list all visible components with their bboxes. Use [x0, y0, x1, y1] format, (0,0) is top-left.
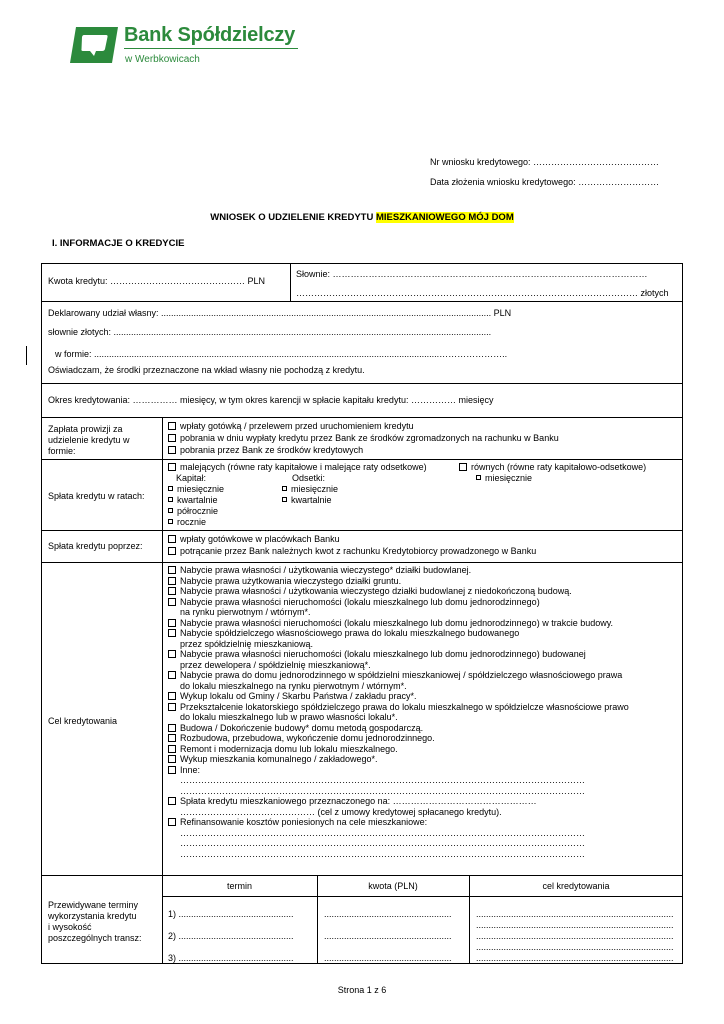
- tranche-amount-1[interactable]: ...................................................: [324, 909, 452, 919]
- purpose-item[interactable]: [168, 796, 537, 807]
- purpose-item[interactable]: [180, 849, 585, 860]
- bank-branch: w Werbkowicach: [125, 54, 200, 65]
- row-divider: [42, 562, 682, 563]
- installments-decreasing[interactable]: malejących (równe raty kapitałowe i malejące raty odsetkowe): [168, 462, 427, 473]
- amount-field[interactable]: Kwota kredytu: ……………………………………… PLN: [48, 276, 266, 286]
- checkbox[interactable]: [168, 703, 176, 711]
- checkbox[interactable]: [168, 619, 176, 627]
- commission-option-cash[interactable]: wpłaty gotówką / przelewem przed uruchomieniem kredytu: [168, 421, 414, 432]
- checkbox[interactable]: [168, 755, 176, 763]
- purpose-label: Cel kredytowania: [48, 716, 118, 726]
- purpose-item-text: Remont i modernizacja domu lub lokalu mieszkalnego.: [180, 743, 398, 754]
- tranches-label: Przewidywane terminy wykorzystania kredytu i wysokość poszczególnych transz:: [48, 900, 142, 943]
- row-divider: [42, 530, 682, 531]
- equal-monthly[interactable]: miesięcznie: [476, 473, 532, 484]
- purpose-item[interactable]: [168, 649, 586, 660]
- purpose-item[interactable]: [180, 807, 502, 818]
- checkbox[interactable]: [168, 745, 176, 753]
- page-number: Strona 1 z 6: [337, 985, 387, 995]
- tranche-amount-2[interactable]: ...................................................: [324, 931, 452, 941]
- interest-quarterly[interactable]: kwartalnie: [282, 495, 332, 506]
- option-square[interactable]: [168, 497, 173, 502]
- text-cursor: [26, 346, 27, 365]
- checkbox[interactable]: [459, 463, 467, 471]
- bank-logo: [70, 27, 118, 63]
- commission-option-account[interactable]: pobrania w dniu wypłaty kredytu przez Bank ze środków zgromadzonych na rachunku w Banku: [168, 433, 559, 444]
- tranche-date-1[interactable]: 1) ..............................................: [168, 909, 294, 919]
- purpose-item-text: Nabycie spółdzielczego własnościowego prawa do lokalu mieszkalnego budowanego: [180, 628, 520, 638]
- capital-monthly[interactable]: miesięcznie: [168, 484, 224, 495]
- purpose-item[interactable]: [180, 681, 407, 692]
- amount-words-line2[interactable]: …………………………………………………………………………………………………… złotych: [296, 288, 669, 298]
- purpose-item-text: ………………………………………………………………………………………………………………………: [180, 827, 585, 838]
- checkbox[interactable]: [168, 818, 176, 826]
- purpose-item-text: Przekształcenie lokatorskiego spółdzielczego prawa do lokalu mieszkalnego w spółdzielcze własnościowe prawo: [180, 701, 629, 712]
- amount-words-line1[interactable]: Słownie: ……………………………………………………………………………………………: [296, 269, 648, 279]
- purpose-item-text: Nabycie prawa własności nieruchomości (lokalu mieszkalnego lub domu jednorodzinnego) budowanej: [180, 649, 586, 659]
- purpose-item-text: Nabycie prawa do domu jednorodzinnego w spółdzielni mieszkaniowej / spółdzielczego własnościowego prawa: [180, 670, 623, 680]
- purpose-item-text: ………………………………………………………………………………………………………………………: [180, 785, 585, 796]
- installments-equal[interactable]: równych (równe raty kapitałowo-odsetkowe): [459, 462, 646, 473]
- checkbox[interactable]: [168, 587, 176, 595]
- interest-label: Odsetki:: [292, 473, 326, 483]
- purpose-item[interactable]: [168, 817, 427, 828]
- amount-divider: [290, 264, 291, 301]
- credit-period[interactable]: Okres kredytowania: …………… miesięcy, w tym okres karencji w spłacie kapitału kredytu: …………… miesięcy: [48, 395, 494, 405]
- purpose-item[interactable]: [168, 702, 629, 713]
- checkbox[interactable]: [168, 650, 176, 658]
- title-part1: WNIOSEK O UDZIELENIE KREDYTU: [210, 212, 376, 223]
- checkbox[interactable]: [168, 463, 176, 471]
- section-title: I. INFORMACJE O KREDYCIE: [52, 238, 185, 249]
- interest-monthly[interactable]: miesięcznie: [282, 484, 338, 495]
- checkbox[interactable]: [168, 724, 176, 732]
- purpose-item[interactable]: [168, 744, 398, 755]
- tranche-purpose-1a[interactable]: ...............................................................................: [476, 909, 674, 919]
- purpose-item-text: na rynku pierwotnym / wtórnym*.: [180, 607, 311, 617]
- checkbox[interactable]: [168, 434, 176, 442]
- checkbox[interactable]: [168, 692, 176, 700]
- capital-quarterly[interactable]: kwartalnie: [168, 495, 218, 506]
- purpose-item-text: ………………………………………………………………………………………………………………………: [180, 775, 585, 785]
- tranche-purpose-2a[interactable]: ...............................................................................: [476, 931, 674, 941]
- option-square[interactable]: [168, 508, 173, 513]
- application-date: Data złożenia wniosku kredytowego: ………………………: [430, 177, 660, 187]
- commission-label: Zapłata prowizji za udzielenie kredytu w formie:: [48, 424, 130, 456]
- checkbox[interactable]: [168, 566, 176, 574]
- purpose-item[interactable]: [168, 618, 613, 629]
- tranche-amount-3[interactable]: ...................................................: [324, 953, 452, 963]
- purpose-item-text: Refinansowanie kosztów poniesionych na cele mieszkaniowe:: [180, 817, 428, 827]
- purpose-item[interactable]: [180, 828, 585, 839]
- row-divider: [42, 875, 682, 876]
- capital-label: Kapitał:: [176, 473, 207, 483]
- checkbox[interactable]: [168, 734, 176, 742]
- purpose-item-text: ………………………………………………………………………………………………………………………: [180, 848, 585, 859]
- repayment-deduction[interactable]: potrącanie przez Bank należnych kwot z rachunku Kredytobiorcy prowadzonego w Banku: [168, 546, 536, 557]
- purpose-item[interactable]: [168, 565, 471, 576]
- bank-name-underline: [124, 48, 298, 49]
- purpose-item[interactable]: [168, 754, 378, 765]
- tranche-date-2[interactable]: 2) ..............................................: [168, 931, 294, 941]
- purpose-item[interactable]: [168, 733, 435, 744]
- purpose-item[interactable]: [180, 838, 585, 849]
- purpose-item-text: do lokalu mieszkalnego na rynku pierwotnym / wtórnym*.: [180, 680, 407, 691]
- checkbox[interactable]: [168, 598, 176, 606]
- tranche-purpose-1b[interactable]: ...............................................................................: [476, 920, 674, 930]
- checkbox[interactable]: [168, 629, 176, 637]
- purpose-item[interactable]: [180, 607, 311, 618]
- purpose-item-text: Inne:: [180, 764, 201, 775]
- purpose-item[interactable]: [168, 628, 519, 639]
- purpose-item-text: przez dewelopera / spółdzielnię mieszkaniową*.: [180, 659, 371, 670]
- commission-option-credit[interactable]: pobrania przez Bank ze środków kredytowych: [168, 445, 363, 456]
- row-divider: [42, 383, 682, 384]
- checkbox[interactable]: [168, 547, 176, 555]
- purpose-item-text: Wykup lokalu od Gminy / Skarbu Państwa / zakładu pracy*.: [180, 691, 417, 701]
- tranche-header-amount: kwota (PLN): [368, 881, 418, 891]
- purpose-item-text: Spłata kredytu mieszkaniowego przeznaczonego na: …………………………………………: [180, 796, 537, 806]
- purpose-item-text: ………………………………………………………………………………………………………………………: [180, 838, 585, 848]
- checkbox[interactable]: [168, 422, 176, 430]
- checkbox[interactable]: [168, 535, 176, 543]
- installments-label: Spłata kredytu w ratach:: [48, 491, 145, 501]
- purpose-item-text: Nabycie prawa własności / użytkowania wieczystego* działki budowlanej.: [180, 565, 472, 575]
- purpose-item-text: ……………………………………… (cel z umowy kredytowej spłacanego kredytu).: [180, 806, 502, 817]
- checkbox[interactable]: [168, 671, 176, 679]
- option-square[interactable]: [476, 475, 481, 480]
- purpose-item[interactable]: [168, 765, 200, 776]
- tranche-date-3[interactable]: 3) ..............................................: [168, 953, 294, 963]
- tranche-purpose-2b[interactable]: ...............................................................................: [476, 942, 674, 952]
- purpose-item[interactable]: [168, 586, 572, 597]
- own-contribution-words[interactable]: słownie złotych: .......................................................................................................................................................: [48, 327, 492, 337]
- row-divider: [42, 417, 682, 418]
- checkbox[interactable]: [168, 446, 176, 454]
- purpose-item-text: Nabycie prawa użytkowania wieczystego działki gruntu.: [180, 575, 402, 586]
- option-square[interactable]: [282, 486, 287, 491]
- tranche-purpose-3[interactable]: ...............................................................................: [476, 953, 674, 963]
- checkbox[interactable]: [168, 766, 176, 774]
- document-title: [0, 212, 724, 223]
- own-contribution-amount[interactable]: Deklarowany udział własny: .................................................................................................................................... PLN: [48, 308, 512, 318]
- capital-semiannual[interactable]: półrocznie: [168, 506, 218, 517]
- title-part2: MIESZKANIOWEGO MÓJ DOM: [375, 212, 514, 223]
- purpose-item-text: do lokalu mieszkalnego lub w prawo własności lokalu*.: [180, 712, 398, 722]
- application-number: Nr wniosku kredytowego: ……………………………………: [430, 157, 660, 167]
- own-contribution-statement: Oświadczam, że środki przeznaczone na wkład własny nie pochodzą z kredytu.: [48, 365, 365, 375]
- purpose-item-text: Wykup mieszkania komunalnego / zakładowego*.: [180, 754, 378, 764]
- row-divider: [42, 301, 682, 302]
- option-square[interactable]: [168, 519, 173, 524]
- capital-annual[interactable]: rocznie: [168, 517, 206, 528]
- repayment-label: Spłata kredytu poprzez:: [48, 541, 143, 551]
- purpose-item[interactable]: [180, 660, 371, 671]
- option-square[interactable]: [282, 497, 287, 502]
- checkbox[interactable]: [168, 797, 176, 805]
- purpose-item-text: Rozbudowa, przebudowa, wykończenie domu jednorodzinnego.: [180, 733, 435, 743]
- own-contribution-form[interactable]: w formie: ..........................................................................................................................................…………………..: [55, 349, 508, 359]
- credit-info-table: [41, 263, 683, 964]
- purpose-item-text: Nabycie prawa własności nieruchomości (lokalu mieszkalnego lub domu jednorodzinnego): [180, 596, 540, 607]
- purpose-item[interactable]: [180, 786, 585, 797]
- bank-name: Bank Spółdzielczy: [124, 24, 296, 46]
- checkbox[interactable]: [168, 577, 176, 585]
- purpose-item-text: Budowa / Dokończenie budowy* domu metodą gospodarczą.: [180, 722, 424, 733]
- purpose-item-text: przez spółdzielnię mieszkaniową.: [180, 638, 314, 649]
- tranche-header-divider: [162, 896, 682, 897]
- purpose-item[interactable]: [168, 597, 540, 608]
- purpose-item[interactable]: [180, 639, 313, 650]
- purpose-item[interactable]: [168, 576, 401, 587]
- option-square[interactable]: [168, 486, 173, 491]
- repayment-cash[interactable]: wpłaty gotówkowe w placówkach Banku: [168, 534, 340, 545]
- purpose-item[interactable]: [180, 712, 398, 723]
- purpose-item[interactable]: [180, 775, 585, 786]
- purpose-item[interactable]: [168, 670, 622, 681]
- purpose-item-text: Nabycie prawa własności / użytkowania wieczystego działki budowlanej z niedokończoną budową.: [180, 586, 572, 596]
- tranche-header-date: termin: [226, 881, 252, 891]
- purpose-item-text: Nabycie prawa własności nieruchomości (lokalu mieszkalnego lub domu jednorodzinnego) w trakcie budowy.: [180, 617, 614, 628]
- row-divider: [42, 459, 682, 460]
- tranche-header-purpose: cel kredytowania: [542, 881, 610, 891]
- purpose-item[interactable]: [168, 691, 417, 702]
- purpose-item[interactable]: [168, 723, 423, 734]
